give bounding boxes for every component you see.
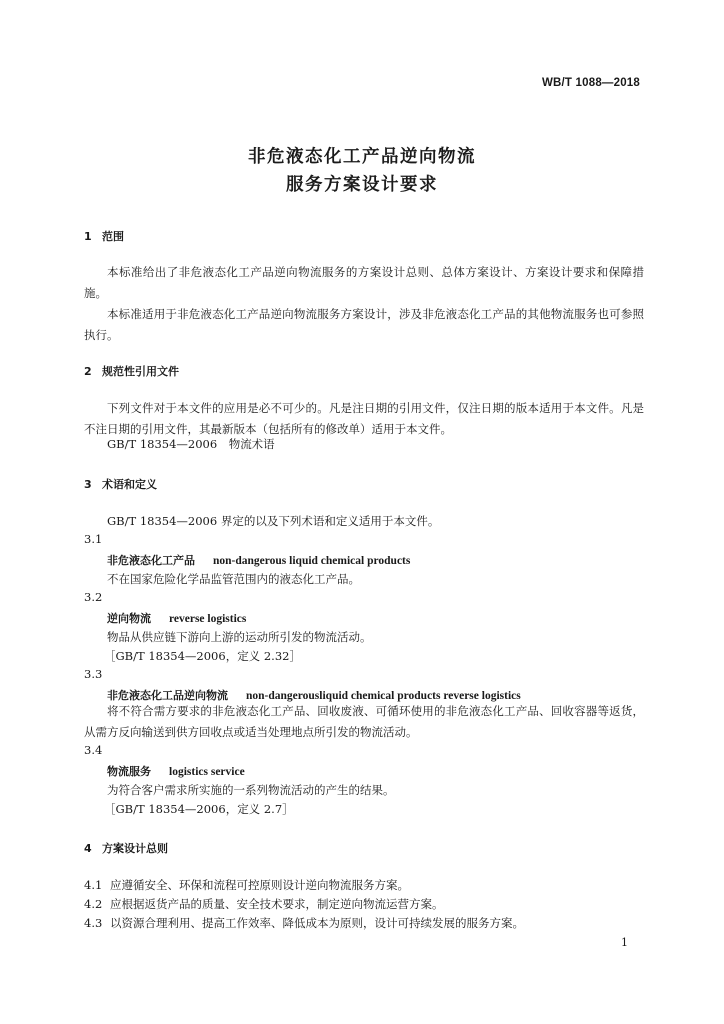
terms-intro: GB/T 18354—2006 界定的以及下列术语和定义适用于本文件。: [107, 514, 440, 528]
paragraph: 本标准适用于非危液态化工产品逆向物流服务方案设计，涉及非危液态化工产品的其他物流服务也可参照执行。: [84, 307, 644, 342]
section-title: 范围: [102, 230, 124, 243]
clause-item: [84, 896, 444, 912]
clause-text: 应遵循安全、环保和流程可控原则设计逆向物流服务方案。: [110, 878, 409, 892]
section-heading-normative-references: [84, 363, 179, 379]
section-number: 4: [84, 842, 92, 855]
term-entry: [107, 552, 410, 568]
term-english: reverse logistics: [169, 613, 247, 625]
term-definition: 物品从供应链下游向上游的运动所引发的物流活动。: [107, 630, 372, 644]
clause-item: [84, 877, 409, 893]
term-source: ［GB/T 18354—2006，定义 2.7］: [104, 802, 294, 816]
term-english: non-dangerous liquid chemical products: [213, 555, 411, 567]
section-number: 2: [84, 365, 92, 378]
section-title: 规范性引用文件: [102, 365, 179, 378]
section-heading-scope: [84, 228, 124, 244]
term-entry: [107, 610, 246, 626]
term-english: non-dangerousliquid chemical products reverse logistics: [246, 690, 521, 702]
term-number: 3.1: [84, 532, 103, 546]
section-title: 方案设计总则: [102, 842, 168, 855]
clause-number: 4.1: [84, 878, 103, 892]
term-chinese: 物流服务: [107, 765, 151, 778]
term-number: 3.3: [84, 667, 103, 681]
standard-code: WB/T 1088—2018: [541, 77, 640, 89]
clause-text: 以资源合理利用、提高工作效率、降低成本为原则，设计可持续发展的服务方案。: [110, 916, 524, 930]
paragraph: 本标准给出了非危液态化工产品逆向物流服务的方案设计总则、总体方案设计、方案设计要求和保障措施。: [84, 265, 644, 300]
term-source: ［GB/T 18354—2006，定义 2.32］: [104, 649, 301, 663]
document-title-line2: 服务方案设计要求: [286, 175, 438, 195]
normative-reference: GB/T 18354—2006 物流术语: [107, 437, 275, 451]
term-entry: [107, 763, 245, 779]
term-definition: 为符合客户需求所实施的一系列物流活动的产生的结果。: [107, 783, 395, 797]
term-chinese: 逆向物流: [107, 612, 151, 625]
section-title: 术语和定义: [102, 478, 157, 491]
term-number: 3.2: [84, 590, 103, 604]
clause-number: 4.2: [84, 897, 103, 911]
section-number: 3: [84, 478, 92, 491]
page-number: 1: [621, 936, 628, 949]
section-heading-general-principles: [84, 840, 168, 856]
document-title-line1: 非危液态化工产品逆向物流: [248, 147, 476, 167]
term-definition: 将不符合需方要求的非危液态化工产品、回收废液、可循环使用的非危液态化工产品、回收容器等返货，从需方反向输送到供方回收点或适当处理地点所引发的物流活动。: [84, 704, 644, 739]
term-chinese: 非危液态化工品逆向物流: [107, 689, 228, 702]
term-english: logistics service: [169, 766, 245, 778]
paragraph: 下列文件对于本文件的应用是必不可少的。凡是注日期的引用文件，仅注日期的版本适用于本文件。凡是不注日期的引用文件，其最新版本（包括所有的修改单）适用于本文件。: [84, 401, 644, 436]
term-definition: 不在国家危险化学品监管范围内的液态化工产品。: [107, 572, 360, 586]
clause-number: 4.3: [84, 916, 103, 930]
term-chinese: 非危液态化工产品: [107, 554, 195, 567]
section-number: 1: [84, 230, 92, 243]
term-number: 3.4: [84, 743, 103, 757]
clause-item: [84, 915, 524, 931]
section-heading-terms-definitions: [84, 476, 157, 492]
clause-text: 应根据返货产品的质量、安全技术要求，制定逆向物流运营方案。: [110, 897, 444, 911]
